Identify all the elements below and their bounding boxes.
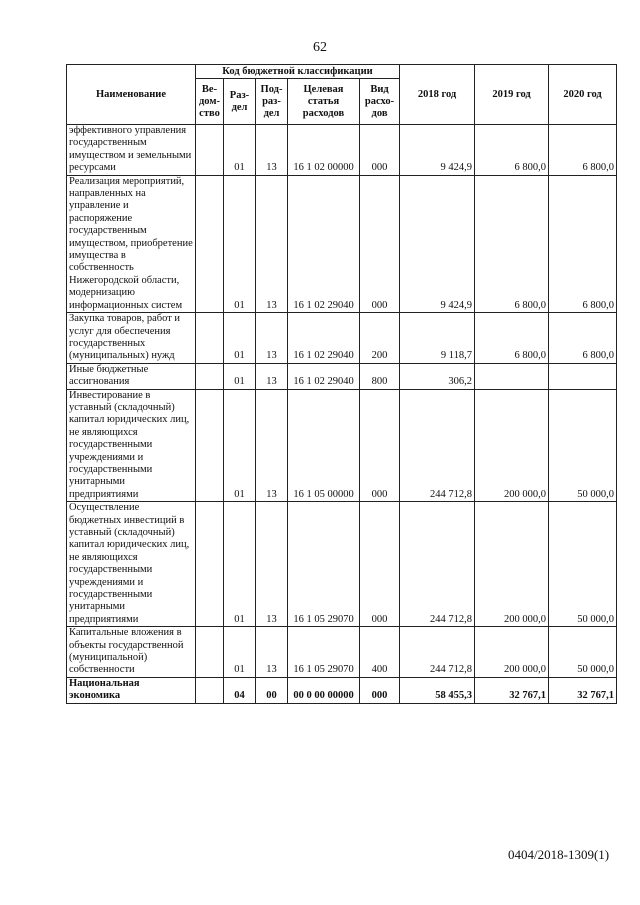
page-number: 62 xyxy=(313,40,327,55)
cell-y2020: 32 767,1 xyxy=(549,677,617,703)
cell-podrazdel: 13 xyxy=(256,125,288,176)
cell-razdel: 01 xyxy=(224,125,256,176)
cell-vid: 000 xyxy=(360,125,400,176)
cell-y2020: 50 000,0 xyxy=(549,389,617,502)
cell-y2020: 50 000,0 xyxy=(549,627,617,678)
cell-y2018: 244 712,8 xyxy=(400,502,475,627)
cell-vid: 200 xyxy=(360,313,400,364)
document-code: 0404/2018-1309(1) xyxy=(508,847,610,862)
cell-podrazdel: 13 xyxy=(256,363,288,389)
cell-vedomstvo xyxy=(196,175,224,312)
cell-razdel: 01 xyxy=(224,502,256,627)
cell-y2018: 9 118,7 xyxy=(400,313,475,364)
cell-razdel: 01 xyxy=(224,627,256,678)
cell-podrazdel: 13 xyxy=(256,313,288,364)
budget-table xyxy=(66,64,617,704)
table-body xyxy=(67,125,617,704)
header-2019: 2019 год xyxy=(475,65,549,125)
header-2020: 2020 год xyxy=(549,65,617,125)
cell-name: Национальная экономика xyxy=(67,677,196,703)
cell-razdel: 01 xyxy=(224,363,256,389)
cell-name: Реализация мероприятий, направленных на управление и распоряжение государственным имуществом, приобретение имущества в собственность Нижегородской области, модернизацию информационных систем xyxy=(67,175,196,312)
cell-vedomstvo xyxy=(196,125,224,176)
cell-celevaya: 16 1 05 29070 xyxy=(288,502,360,627)
cell-celevaya: 16 1 02 29040 xyxy=(288,175,360,312)
cell-y2019: 6 800,0 xyxy=(475,175,549,312)
cell-celevaya: 00 0 00 00000 xyxy=(288,677,360,703)
cell-y2018: 9 424,9 xyxy=(400,175,475,312)
cell-celevaya: 16 1 05 00000 xyxy=(288,389,360,502)
cell-razdel: 01 xyxy=(224,175,256,312)
cell-y2020: 6 800,0 xyxy=(549,125,617,176)
table-row xyxy=(67,175,617,312)
cell-y2019: 200 000,0 xyxy=(475,502,549,627)
cell-vid: 000 xyxy=(360,677,400,703)
cell-y2020 xyxy=(549,363,617,389)
cell-y2019: 6 800,0 xyxy=(475,125,549,176)
cell-name: Инвестирование в уставный (складочный) капитал юридических лиц, не являющихся государственными учреждениями и государственными унитарными предприятиями xyxy=(67,389,196,502)
cell-y2020: 50 000,0 xyxy=(549,502,617,627)
cell-celevaya: 16 1 02 00000 xyxy=(288,125,360,176)
cell-vid: 000 xyxy=(360,502,400,627)
header-name: Наименование xyxy=(67,65,196,125)
cell-vid: 000 xyxy=(360,389,400,502)
cell-vedomstvo xyxy=(196,502,224,627)
cell-podrazdel: 13 xyxy=(256,627,288,678)
cell-podrazdel: 13 xyxy=(256,502,288,627)
cell-vedomstvo xyxy=(196,389,224,502)
table-row xyxy=(67,677,617,703)
cell-podrazdel: 13 xyxy=(256,175,288,312)
cell-name: эффективного управления государственным имуществом и земельными ресурсами xyxy=(67,125,196,176)
table-row xyxy=(67,502,617,627)
header-podrazdel: Под-раз-дел xyxy=(256,79,288,125)
table-row xyxy=(67,125,617,176)
cell-name: Иные бюджетные ассигнования xyxy=(67,363,196,389)
cell-vedomstvo xyxy=(196,363,224,389)
table-row xyxy=(67,363,617,389)
table-row xyxy=(67,313,617,364)
cell-vid: 800 xyxy=(360,363,400,389)
cell-celevaya: 16 1 05 29070 xyxy=(288,627,360,678)
cell-name: Закупка товаров, работ и услуг для обеспечения государственных (муниципальных) нужд xyxy=(67,313,196,364)
header-celevaya: Целевая статья расходов xyxy=(288,79,360,125)
cell-vedomstvo xyxy=(196,627,224,678)
cell-razdel: 01 xyxy=(224,313,256,364)
cell-y2018: 9 424,9 xyxy=(400,125,475,176)
cell-vedomstvo xyxy=(196,313,224,364)
cell-razdel: 04 xyxy=(224,677,256,703)
table-row xyxy=(67,389,617,502)
cell-y2018: 244 712,8 xyxy=(400,627,475,678)
cell-celevaya: 16 1 02 29040 xyxy=(288,313,360,364)
header-vedomstvo: Ве-дом-ство xyxy=(196,79,224,125)
cell-y2019 xyxy=(475,363,549,389)
cell-y2019: 200 000,0 xyxy=(475,389,549,502)
header-classification-group: Код бюджетной классификации xyxy=(196,65,400,79)
cell-y2018: 306,2 xyxy=(400,363,475,389)
header-vid: Вид расхо-дов xyxy=(360,79,400,125)
cell-podrazdel: 13 xyxy=(256,389,288,502)
cell-y2020: 6 800,0 xyxy=(549,175,617,312)
cell-y2018: 244 712,8 xyxy=(400,389,475,502)
cell-podrazdel: 00 xyxy=(256,677,288,703)
cell-celevaya: 16 1 02 29040 xyxy=(288,363,360,389)
cell-y2019: 6 800,0 xyxy=(475,313,549,364)
header-razdel: Раз-дел xyxy=(224,79,256,125)
cell-y2019: 200 000,0 xyxy=(475,627,549,678)
cell-name: Капитальные вложения в объекты государственной (муниципальной) собственности xyxy=(67,627,196,678)
cell-razdel: 01 xyxy=(224,389,256,502)
cell-y2020: 6 800,0 xyxy=(549,313,617,364)
table-row xyxy=(67,627,617,678)
cell-vid: 000 xyxy=(360,175,400,312)
cell-y2019: 32 767,1 xyxy=(475,677,549,703)
header-2018: 2018 год xyxy=(400,65,475,125)
cell-y2018: 58 455,3 xyxy=(400,677,475,703)
cell-name: Осуществление бюджетных инвестиций в уставный (складочный) капитал юридических лиц, не являющихся государственными учреждениями и государственными унитарными предприятиями xyxy=(67,502,196,627)
cell-vid: 400 xyxy=(360,627,400,678)
cell-vedomstvo xyxy=(196,677,224,703)
